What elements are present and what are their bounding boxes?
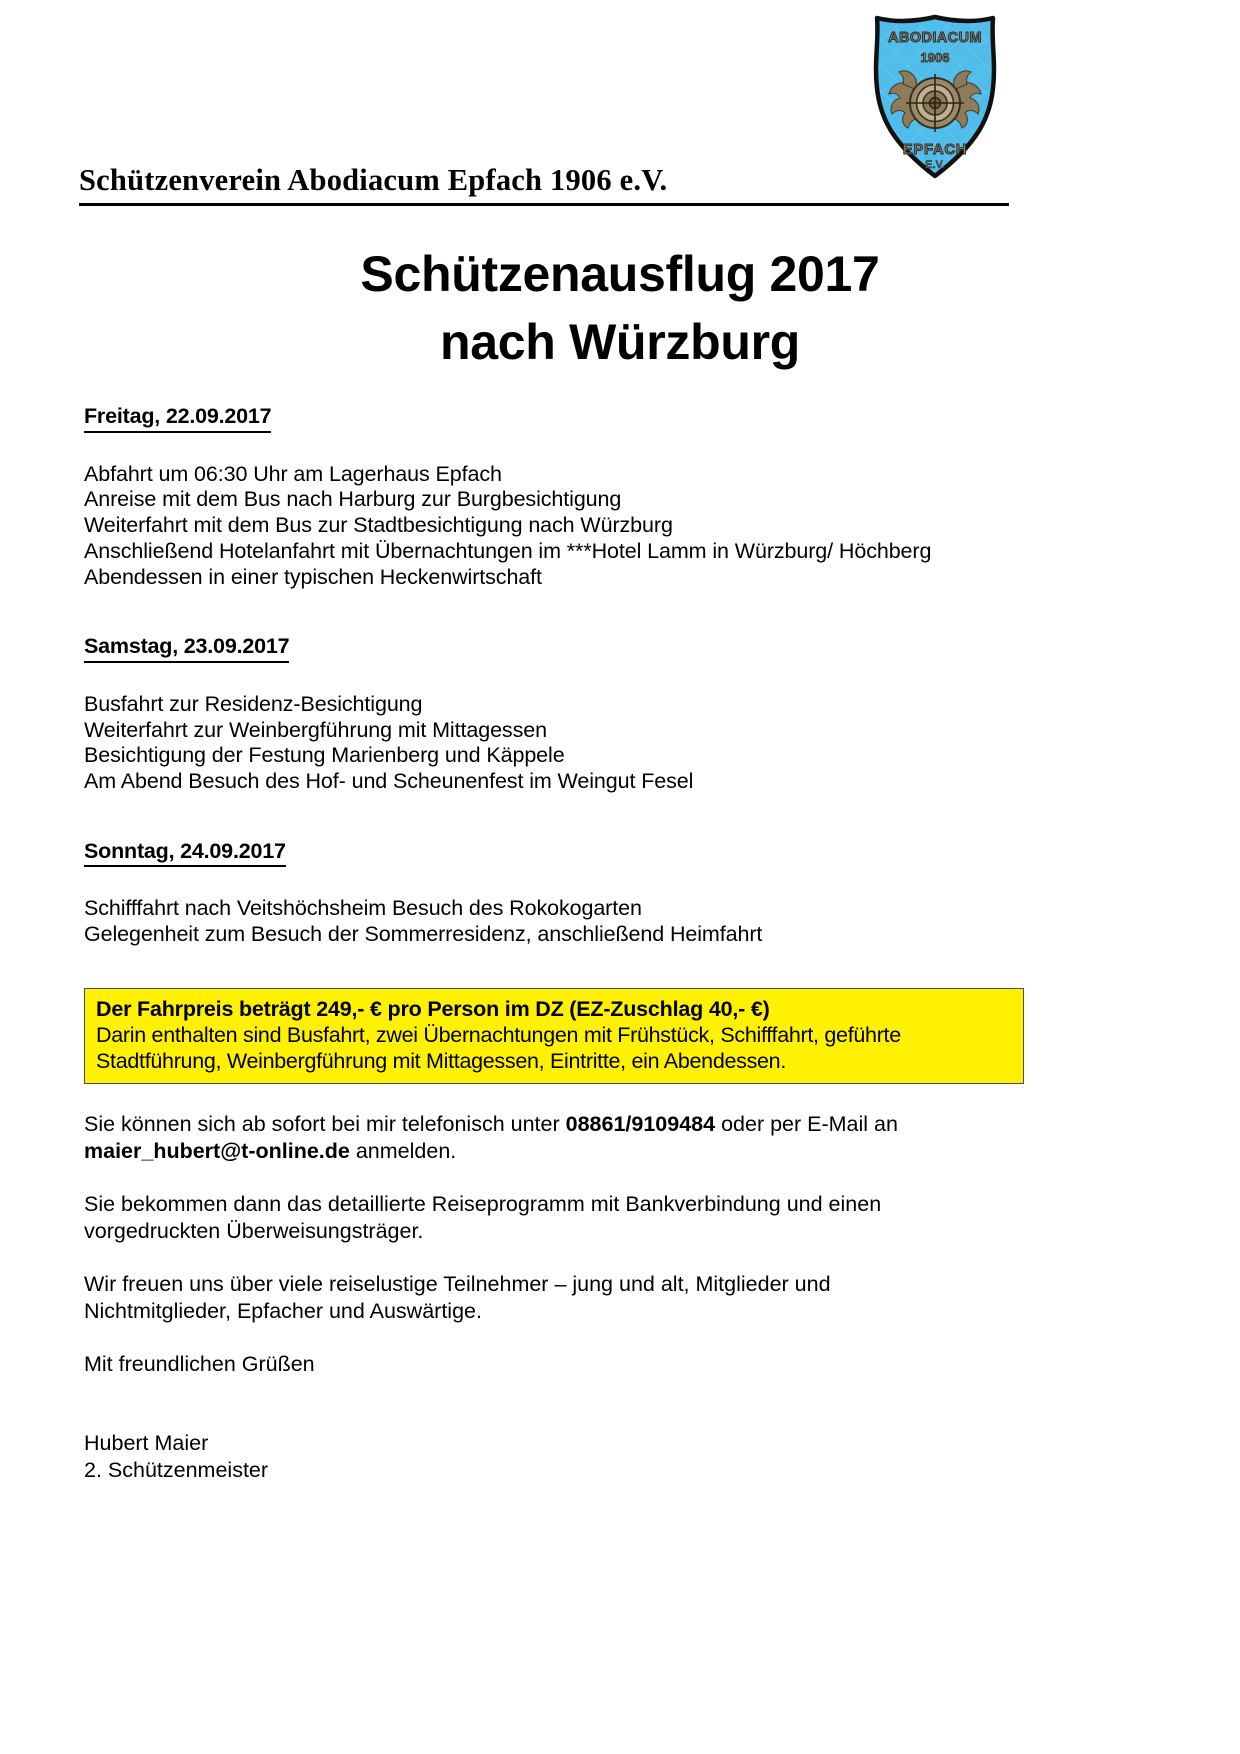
- spacer: [84, 663, 1024, 692]
- page-title-line1: Schützenausflug 2017: [360, 246, 880, 302]
- day-line: Besichtigung der Festung Marienberg und Käppele: [84, 743, 565, 768]
- day-line: Schifffahrt nach Veitshöchsheim Besuch des Rokokogarten: [84, 896, 642, 921]
- spacer: [84, 1378, 1024, 1430]
- contact-email-address[interactable]: maier_hubert@t-online.de: [84, 1138, 350, 1163]
- page-title-line2: nach Würzburg: [440, 314, 800, 370]
- day-line: Am Abend Besuch des Hof- und Scheunenfest im Weingut Fesel: [84, 769, 694, 794]
- crest-bottom-text: EPFACH: [902, 141, 968, 158]
- contact-mid-text: oder per E-Mail an: [715, 1111, 898, 1136]
- day-line: Anreise mit dem Bus nach Harburg zur Burgbesichtigung: [84, 487, 622, 512]
- page-title: [0, 240, 1240, 376]
- price-highlight-box: [84, 988, 1024, 1084]
- day-line: Abfahrt um 06:30 Uhr am Lagerhaus Epfach: [84, 461, 502, 486]
- price-detail-line: Darin enthalten sind Busfahrt, zwei Übernachtungen mit Frühstück, Schifffahrt, geführte: [96, 1022, 901, 1047]
- day-line: Abendessen in einer typischen Heckenwirtschaft: [84, 564, 542, 589]
- day-line: Gelegenheit zum Besuch der Sommerresidenz, anschließend Heimfahrt: [84, 922, 763, 947]
- day-heading-sonntag: Sonntag, 24.09.2017: [84, 839, 286, 868]
- signature-block: [84, 1430, 1024, 1484]
- closing-greeting: Mit freundlichen Grüßen: [84, 1351, 315, 1376]
- invitation-paragraph: Wir freuen uns über viele reiselustige Teilnehmer – jung und alt, Mitglieder und Nichtmitglieder, Epfacher und Auswärtige.: [84, 1271, 831, 1323]
- day-heading-samstag: Samstag, 23.09.2017: [84, 634, 289, 663]
- club-crest-logo: [869, 14, 1001, 180]
- contact-pre-text: Sie können sich ab sofort bei mir telefonisch unter: [84, 1111, 566, 1136]
- price-headline: Der Fahrpreis beträgt 249,- € pro Person im DZ (EZ-Zuschlag 40,- €): [96, 996, 770, 1021]
- signature-role: 2. Schützenmeister: [84, 1457, 269, 1482]
- contact-post-text: anmelden.: [349, 1138, 457, 1163]
- contact-phone-number: 08861/9109484: [565, 1111, 716, 1136]
- club-name-header: Schützenverein Abodiacum Epfach 1906 e.V.: [79, 163, 1009, 206]
- day-line: Weiterfahrt zur Weinbergführung mit Mittagessen: [84, 717, 547, 742]
- day-line: Weiterfahrt mit dem Bus zur Stadtbesichtigung nach Würzburg: [84, 513, 673, 538]
- price-detail-line: Stadtführung, Weinbergführung mit Mittagessen, Eintritte, ein Abendessen.: [96, 1048, 787, 1073]
- day-line: Anschließend Hotelanfahrt mit Übernachtungen im ***Hotel Lamm in Würzburg/ Höchberg: [84, 538, 932, 563]
- signature-name: Hubert Maier: [84, 1430, 209, 1455]
- day-section-samstag: [84, 634, 1024, 795]
- crest-suffix-text: E.V.: [925, 159, 945, 171]
- spacer: [84, 433, 1024, 462]
- crest-year-text: 1906: [920, 50, 950, 65]
- day-heading-freitag: Freitag, 22.09.2017: [84, 404, 271, 433]
- crest-top-text: ABODIACUM: [888, 30, 982, 46]
- spacer: [84, 867, 1024, 896]
- day-section-freitag: [84, 404, 1024, 590]
- document-body: [84, 404, 1024, 1484]
- day-section-sonntag: [84, 839, 1024, 948]
- program-info-paragraph: Sie bekommen dann das detaillierte Reiseprogramm mit Bankverbindung und einen vorgedruckten Überweisungsträger.: [84, 1191, 882, 1243]
- spacer: [84, 590, 1024, 634]
- spacer: [84, 795, 1024, 839]
- contact-paragraph: [84, 1111, 964, 1165]
- day-line: Busfahrt zur Residenz-Besichtigung: [84, 691, 423, 716]
